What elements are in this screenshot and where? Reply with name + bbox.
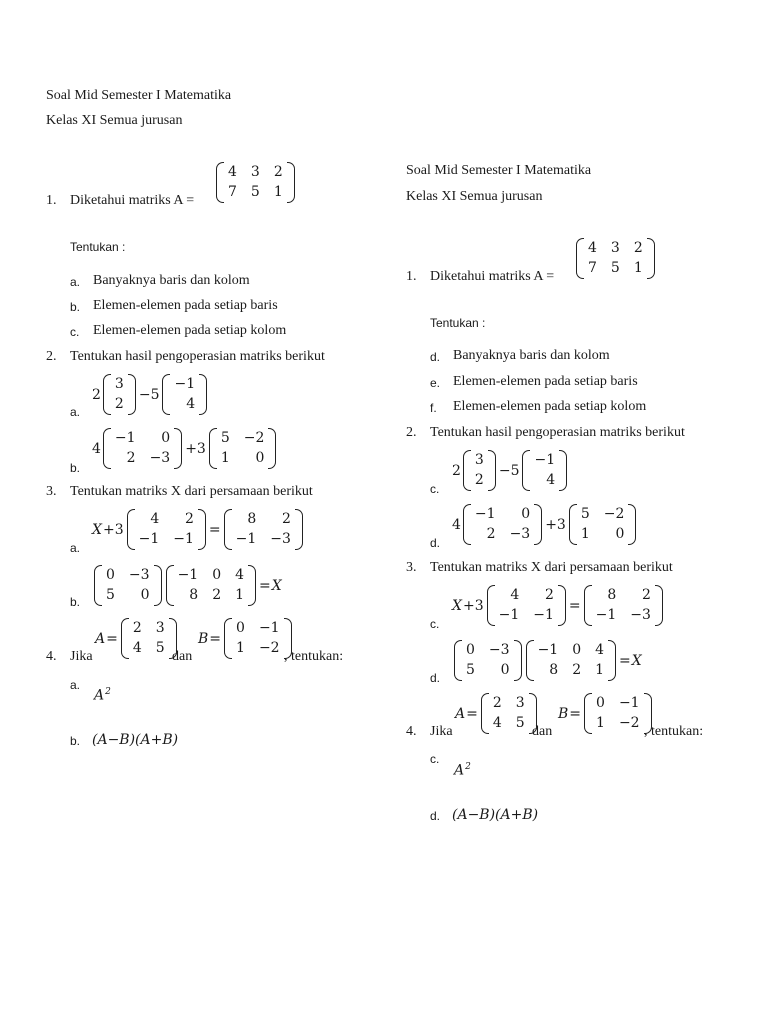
expression-product: (A−B)(A+B) bbox=[92, 732, 179, 748]
matrix-cell: −1 bbox=[177, 567, 199, 583]
matrix-cell: 4 bbox=[510, 587, 520, 603]
tentukan-label: Tentukan : bbox=[70, 240, 126, 254]
left-paren bbox=[127, 509, 135, 550]
question-text: Tentukan matriks X dari persamaan berikut bbox=[430, 560, 673, 575]
matrix-grid bbox=[530, 450, 559, 491]
matrix-cell: 0 bbox=[161, 430, 171, 446]
right-paren bbox=[154, 565, 162, 606]
matrix-cell: 2 bbox=[273, 164, 283, 180]
item-text: Elemen-elemen pada setiap kolom bbox=[93, 323, 287, 338]
matrix-cell: −1 bbox=[533, 607, 554, 623]
item-text: Elemen-elemen pada setiap baris bbox=[453, 374, 638, 389]
matrix bbox=[576, 238, 655, 279]
matrix bbox=[463, 504, 542, 545]
matrix-cell: 0 bbox=[140, 587, 150, 603]
right-paren bbox=[174, 428, 182, 469]
item-marker: e. bbox=[430, 376, 441, 390]
item-marker: d. bbox=[430, 671, 441, 685]
left-paren bbox=[584, 585, 592, 626]
matrix-grid bbox=[174, 565, 248, 606]
matrix-b-definition: B = 0 −1 1 −2 bbox=[198, 618, 294, 659]
matrix-cell: 2 bbox=[126, 450, 136, 466]
matrix-cell: −3 bbox=[128, 567, 150, 583]
matrix-cell: 0 bbox=[255, 450, 265, 466]
doc-subtitle: Kelas XI Semua jurusan bbox=[46, 113, 183, 128]
right-paren bbox=[655, 585, 663, 626]
right-paren bbox=[628, 504, 636, 545]
question-number: 1. bbox=[406, 269, 417, 284]
expression-a-squared: $A^2$ bbox=[94, 687, 111, 704]
matrix-cell: 0 bbox=[572, 642, 582, 658]
question-number: 3. bbox=[406, 560, 417, 575]
right-paren bbox=[198, 509, 206, 550]
item-marker: f. bbox=[430, 401, 437, 415]
vector bbox=[103, 374, 136, 415]
matrix-cell: 2 bbox=[132, 620, 142, 636]
matrix-cell: 1 bbox=[596, 715, 605, 731]
matrix-cell: 3 bbox=[474, 452, 484, 468]
expression-q3b: 0 −3 5 0 −1 0 4 8 2 1 = X bbox=[452, 640, 642, 681]
right-paren bbox=[559, 450, 567, 491]
left-paren bbox=[454, 640, 462, 681]
doc-title: Soal Mid Semester I Matematika bbox=[406, 163, 592, 178]
item-marker: c. bbox=[430, 617, 440, 631]
matrix-cell: 3 bbox=[250, 164, 260, 180]
matrix-cell: 8 bbox=[189, 587, 199, 603]
matrix-grid bbox=[232, 509, 295, 550]
matrix-cell: 1 bbox=[220, 450, 230, 466]
doc-title: Soal Mid Semester I Matematika bbox=[46, 88, 232, 103]
matrix-grid bbox=[111, 374, 128, 415]
matrix-cell: 2 bbox=[633, 240, 643, 256]
matrix bbox=[121, 618, 177, 659]
matrix-cell: 1 bbox=[236, 640, 245, 656]
tentukan-label: Tentukan : bbox=[430, 316, 486, 330]
question-jika: Jika bbox=[430, 724, 453, 739]
matrix-grid bbox=[592, 693, 644, 734]
item-marker: c. bbox=[430, 752, 440, 766]
item-marker: d. bbox=[430, 350, 441, 364]
matrix-cell: 0 bbox=[236, 620, 245, 636]
left-paren bbox=[103, 428, 111, 469]
matrix-cell: 2 bbox=[212, 587, 222, 603]
matrix-cell: −3 bbox=[149, 450, 171, 466]
matrix-grid bbox=[495, 585, 558, 626]
item-marker: a. bbox=[70, 541, 81, 555]
matrix bbox=[584, 585, 663, 626]
matrix-cell: 7 bbox=[588, 260, 597, 276]
matrix-cell: −1 bbox=[618, 695, 640, 711]
matrix bbox=[216, 162, 295, 203]
right-paren bbox=[514, 640, 522, 681]
matrix-grid bbox=[129, 618, 169, 659]
matrix-cell: 1 bbox=[273, 184, 283, 200]
item-marker: a. bbox=[70, 275, 81, 289]
left-paren bbox=[94, 565, 102, 606]
matrix-cell: −1 bbox=[235, 531, 257, 547]
left-paren bbox=[166, 565, 174, 606]
question-jika: Jika bbox=[70, 649, 93, 664]
item-marker: b. bbox=[70, 595, 81, 609]
item-text: Banyaknya baris dan kolom bbox=[93, 273, 250, 288]
left-paren bbox=[576, 238, 584, 279]
matrix-grid bbox=[224, 162, 287, 203]
matrix-cell: 5 bbox=[515, 715, 525, 731]
right-paren bbox=[248, 565, 256, 606]
matrix bbox=[526, 640, 616, 681]
matrix bbox=[584, 693, 652, 734]
right-column bbox=[406, 0, 768, 1024]
question-dan: dan bbox=[172, 649, 193, 664]
expression-q2a: 2 3 2 −5 −1 4 bbox=[452, 450, 569, 491]
expression-product: (A−B)(A+B) bbox=[452, 807, 539, 823]
matrix-cell: 5 bbox=[580, 506, 590, 522]
matrix-cell: 2 bbox=[492, 695, 502, 711]
matrix-grid bbox=[584, 238, 647, 279]
matrix-cell: 1 bbox=[235, 587, 245, 603]
item-marker: c. bbox=[70, 325, 80, 339]
matrix-cell: 1 bbox=[595, 662, 605, 678]
left-paren bbox=[569, 504, 577, 545]
matrix-cell: −3 bbox=[488, 642, 510, 658]
matrix-grid bbox=[217, 428, 269, 469]
expression-q2b: 4 −1 0 2 −3 +3 5 −2 1 0 bbox=[92, 428, 278, 469]
matrix-cell: 8 bbox=[247, 511, 257, 527]
item-marker: b. bbox=[70, 461, 81, 475]
matrix bbox=[481, 693, 537, 734]
matrix-cell: 5 bbox=[610, 260, 620, 276]
matrix-cell: −1 bbox=[173, 531, 194, 547]
question-text: Tentukan hasil pengoperasian matriks berikut bbox=[430, 425, 685, 440]
matrix-cell: −2 bbox=[618, 715, 640, 731]
matrix-cell: 5 bbox=[106, 587, 115, 603]
matrix-cell: −3 bbox=[509, 526, 531, 542]
doc-subtitle: Kelas XI Semua jurusan bbox=[406, 189, 543, 204]
left-paren bbox=[209, 428, 217, 469]
question-text: Diketahui matriks A = bbox=[70, 193, 195, 208]
matrix-cell: 4 bbox=[546, 472, 556, 488]
vector bbox=[162, 374, 207, 415]
matrix-cell: 0 bbox=[615, 526, 625, 542]
matrix-cell: 4 bbox=[150, 511, 160, 527]
left-paren bbox=[487, 585, 495, 626]
question-tail: , tentukan: bbox=[644, 724, 704, 739]
matrix-cell: 2 bbox=[184, 511, 194, 527]
vector bbox=[463, 450, 496, 491]
question-number: 2. bbox=[406, 425, 417, 440]
item-marker: d. bbox=[430, 809, 441, 823]
matrix-cell: −3 bbox=[630, 607, 651, 623]
left-paren bbox=[162, 374, 170, 415]
matrix-cell: −1 bbox=[498, 607, 520, 623]
matrix-cell: −1 bbox=[474, 506, 496, 522]
item-marker: c. bbox=[430, 482, 440, 496]
matrix-cell: 2 bbox=[486, 526, 496, 542]
vector bbox=[522, 450, 567, 491]
left-paren bbox=[463, 504, 471, 545]
matrix-a-definition: A = 2 3 4 5 bbox=[455, 693, 539, 734]
matrix-cell: 8 bbox=[549, 662, 559, 678]
matrix-grid bbox=[489, 693, 529, 734]
right-paren bbox=[268, 428, 276, 469]
matrix-cell: −1 bbox=[595, 607, 617, 623]
matrix-cell: 2 bbox=[572, 662, 582, 678]
matrix-cell: −1 bbox=[537, 642, 559, 658]
right-paren bbox=[199, 374, 207, 415]
left-paren bbox=[522, 450, 530, 491]
matrix-cell: 0 bbox=[521, 506, 531, 522]
right-paren bbox=[558, 585, 566, 626]
left-paren bbox=[103, 374, 111, 415]
matrix bbox=[224, 618, 292, 659]
matrix-cell: 4 bbox=[228, 164, 237, 180]
item-text: Banyaknya baris dan kolom bbox=[453, 348, 610, 363]
matrix-cell: 4 bbox=[235, 567, 245, 583]
question-text: Tentukan matriks X dari persamaan berikut bbox=[70, 484, 313, 499]
matrix-cell: 5 bbox=[250, 184, 260, 200]
matrix-cell: 3 bbox=[155, 620, 165, 636]
right-paren bbox=[295, 509, 303, 550]
matrix-cell: 0 bbox=[596, 695, 605, 711]
matrix bbox=[209, 428, 277, 469]
question-text: Diketahui matriks A = bbox=[430, 269, 555, 284]
matrix-cell: 7 bbox=[228, 184, 237, 200]
matrix-b-definition: B = 0 −1 1 −2 bbox=[558, 693, 654, 734]
matrix-cell: 0 bbox=[212, 567, 222, 583]
question-text: Tentukan hasil pengoperasian matriks berikut bbox=[70, 349, 325, 364]
matrix-cell: 0 bbox=[466, 642, 475, 658]
matrix-grid bbox=[577, 504, 629, 545]
matrix-cell: −2 bbox=[243, 430, 265, 446]
matrix-cell: 3 bbox=[610, 240, 620, 256]
matrix-cell: 5 bbox=[155, 640, 165, 656]
matrix-cell: 1 bbox=[633, 260, 643, 276]
matrix-cell: 3 bbox=[515, 695, 525, 711]
expression-q3b: 0 −3 5 0 −1 0 4 8 2 1 = X bbox=[92, 565, 282, 606]
matrix-grid bbox=[462, 640, 514, 681]
matrix bbox=[127, 509, 206, 550]
matrix bbox=[569, 504, 637, 545]
matrix-cell: 0 bbox=[500, 662, 510, 678]
matrix-cell: −2 bbox=[258, 640, 280, 656]
matrix-cell: 4 bbox=[132, 640, 142, 656]
matrix-cell: 4 bbox=[595, 642, 605, 658]
question-number: 1. bbox=[46, 193, 57, 208]
item-marker: a. bbox=[70, 678, 81, 692]
matrix bbox=[224, 509, 303, 550]
item-marker: b. bbox=[70, 734, 81, 748]
matrix-a-definition: A = 2 3 4 5 bbox=[95, 618, 179, 659]
matrix-cell: 5 bbox=[220, 430, 230, 446]
left-paren bbox=[584, 693, 592, 734]
question-number: 2. bbox=[46, 349, 57, 364]
matrix-grid bbox=[170, 374, 199, 415]
left-paren bbox=[216, 162, 224, 203]
matrix-grid bbox=[111, 428, 174, 469]
matrix-cell: 4 bbox=[186, 396, 196, 412]
matrix-cell: 3 bbox=[114, 376, 124, 392]
matrix bbox=[166, 565, 256, 606]
item-text: Elemen-elemen pada setiap kolom bbox=[453, 399, 647, 414]
matrix-cell: −1 bbox=[114, 430, 136, 446]
left-paren bbox=[121, 618, 129, 659]
matrix-a-expression bbox=[214, 162, 297, 203]
right-paren bbox=[647, 238, 655, 279]
matrix-a-expression bbox=[574, 238, 657, 279]
question-number: 3. bbox=[46, 484, 57, 499]
matrix-cell: −1 bbox=[258, 620, 280, 636]
matrix bbox=[103, 428, 182, 469]
matrix-cell: 8 bbox=[607, 587, 617, 603]
left-paren bbox=[481, 693, 489, 734]
question-number: 4. bbox=[406, 724, 417, 739]
expression-q2a: 2 3 2 −5 −1 4 bbox=[92, 374, 209, 415]
left-paren bbox=[224, 509, 232, 550]
matrix-cell: 2 bbox=[641, 587, 651, 603]
matrix bbox=[454, 640, 522, 681]
expression-a-squared: $A^2$ bbox=[454, 762, 471, 779]
matrix-cell: 2 bbox=[114, 396, 124, 412]
matrix-cell: 5 bbox=[466, 662, 475, 678]
matrix-grid bbox=[592, 585, 655, 626]
right-paren bbox=[488, 450, 496, 491]
left-column bbox=[46, 0, 416, 1024]
matrix-grid bbox=[232, 618, 284, 659]
expression-q2b: 4 −1 0 2 −3 +3 5 −2 1 0 bbox=[452, 504, 638, 545]
matrix-grid bbox=[534, 640, 608, 681]
expression-q3a: X +3 4 2 −1 −1 = 8 2 −1 −3 bbox=[452, 585, 665, 626]
matrix-grid bbox=[102, 565, 154, 606]
matrix-cell: 0 bbox=[106, 567, 115, 583]
right-paren bbox=[128, 374, 136, 415]
left-paren bbox=[463, 450, 471, 491]
matrix bbox=[487, 585, 566, 626]
matrix-cell: −3 bbox=[270, 531, 291, 547]
left-paren bbox=[224, 618, 232, 659]
question-number: 4. bbox=[46, 649, 57, 664]
matrix-cell: 4 bbox=[588, 240, 597, 256]
item-text: Elemen-elemen pada setiap baris bbox=[93, 298, 278, 313]
matrix-grid bbox=[471, 504, 534, 545]
matrix-grid bbox=[471, 450, 488, 491]
right-paren bbox=[608, 640, 616, 681]
item-marker: b. bbox=[70, 300, 81, 314]
matrix-grid bbox=[135, 509, 198, 550]
matrix-cell: −1 bbox=[138, 531, 160, 547]
matrix-cell: −2 bbox=[603, 506, 625, 522]
matrix-cell: 2 bbox=[474, 472, 484, 488]
question-tail: , tentukan: bbox=[284, 649, 344, 664]
matrix-cell: 2 bbox=[281, 511, 291, 527]
left-paren bbox=[526, 640, 534, 681]
right-paren bbox=[287, 162, 295, 203]
expression-q3a: X +3 4 2 −1 −1 = 8 2 −1 −3 bbox=[92, 509, 305, 550]
matrix bbox=[94, 565, 162, 606]
matrix-cell: 4 bbox=[492, 715, 502, 731]
question-dan: dan bbox=[532, 724, 553, 739]
item-marker: a. bbox=[70, 405, 81, 419]
right-paren bbox=[534, 504, 542, 545]
item-marker: d. bbox=[430, 536, 441, 550]
matrix-cell: 1 bbox=[580, 526, 590, 542]
matrix-cell: 2 bbox=[544, 587, 554, 603]
matrix-cell: −1 bbox=[174, 376, 196, 392]
matrix-cell: −1 bbox=[534, 452, 556, 468]
